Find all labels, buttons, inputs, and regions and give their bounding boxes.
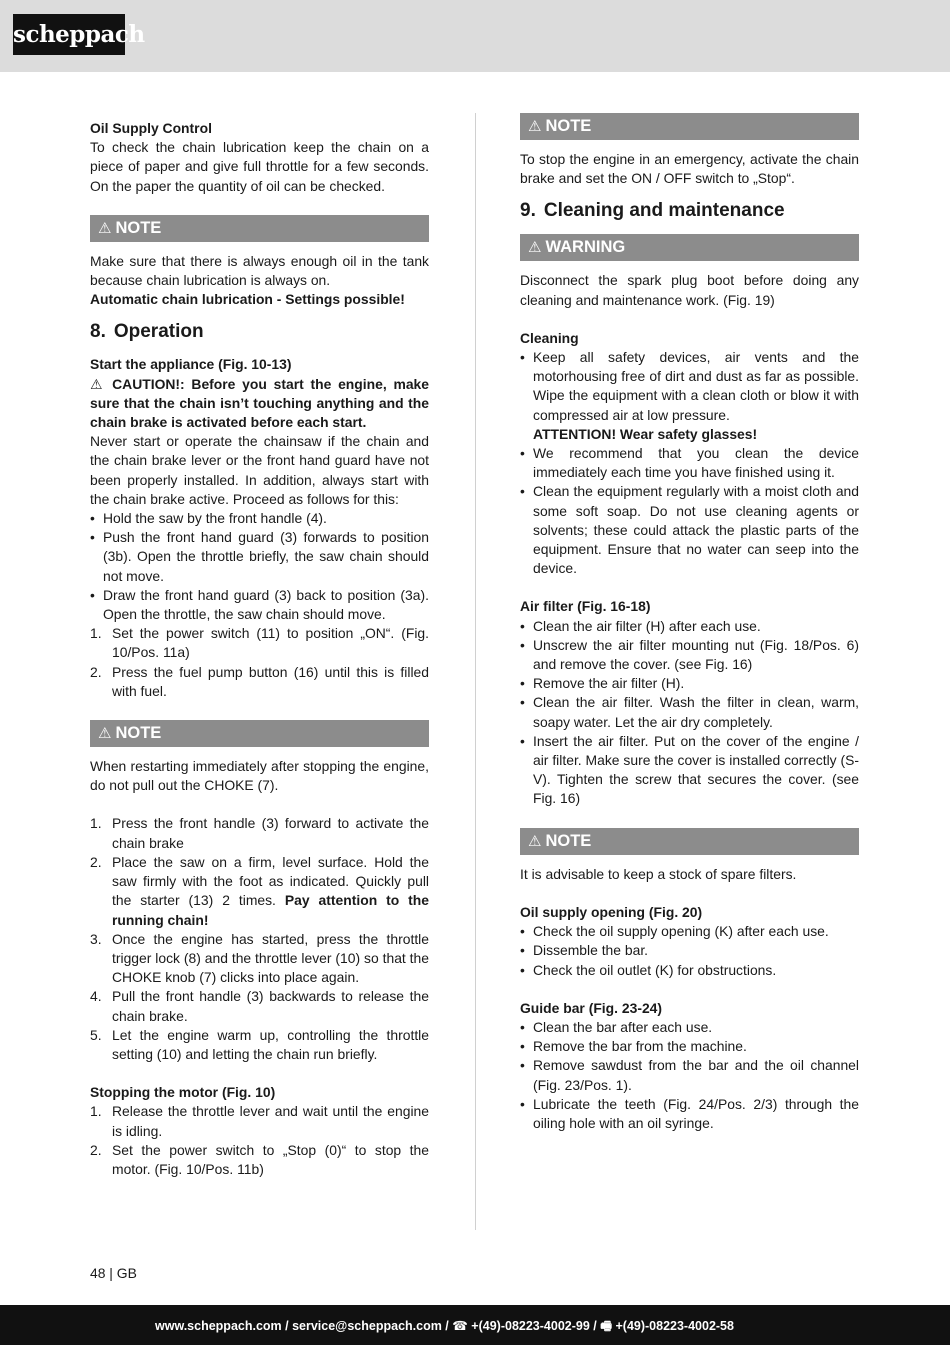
note-text: Make sure that there is always enough oil in the tank because chain lubrication is always on. <box>90 252 429 289</box>
list-item: • Clean the equipment regularly with a moist cloth and some soft soap. Do not use cleaning agents or solvents; these could attack the plastic parts of the equipment. Ensure that no water can seep into the device. <box>520 482 859 578</box>
list-item: • We recommend that you clean the device immediately each time you have finished using it. <box>520 444 859 482</box>
cleaning-title: Cleaning <box>520 329 579 346</box>
header-band <box>0 0 950 72</box>
warning-icon: ⚠ <box>528 239 542 257</box>
list-item: 3. Once the engine has started, press the throttle trigger lock (8) and the throttle lever (10) so that the CHOKE knob (7) clicks into place again. <box>90 930 429 986</box>
left-column <box>90 119 429 1179</box>
list-item: • Dissemble the bar. <box>520 941 859 960</box>
warning-bar <box>520 234 859 261</box>
warning-icon: ⚠ <box>98 725 112 743</box>
warning-icon: ⚠ <box>528 832 542 850</box>
list-item: 2. Press the fuel pump button (16) until this is filled with fuel. <box>90 663 429 699</box>
air-filter-title: Air filter (Fig. 16-18) <box>520 598 651 615</box>
air-filter-bullet-list <box>520 617 859 809</box>
list-item: 1. Press the front handle (3) forward to activate the chain brake <box>90 815 429 851</box>
section-heading-cleaning <box>520 198 859 224</box>
caution-text: ⚠ CAUTION!: Before you start the engine, make sure that the chain isn’t touching anything and the chain brake is activated before each start. <box>90 375 429 431</box>
note-bar <box>90 215 429 242</box>
right-column <box>520 113 859 1133</box>
brand-logo: scheppach <box>13 14 125 55</box>
footer-contact: www.scheppach.com / service@scheppach.com / ☎ +(49)-08223-4002-99 / 🖷 +(49)-08223-4002-58 <box>155 1319 734 1333</box>
note-label: NOTE <box>115 218 162 237</box>
list-item: • Keep all safety devices, air vents and the motorhousing free of dirt and dust as far as possible. Wipe the equipment with a clean cloth or blow it with compressed air at low pressure. ATTENTION! Wear safety glasses! <box>520 348 859 444</box>
column-divider <box>475 113 476 1230</box>
list-item: • Unscrew the air filter mounting nut (Fig. 18/Pos. 6) and remove the cover. (see Fig. 16) <box>520 636 859 674</box>
note-label: NOTE <box>115 724 162 743</box>
list-item: 1. Set the power switch (11) to position „ON“. (Fig. 10/Pos. 11a) <box>90 625 429 661</box>
note-bar <box>520 113 859 140</box>
oil-supply-text: To check the chain lubrication keep the chain on a piece of paper and give full throttle for a few seconds. On the paper the quantity of oil can be checked. <box>90 139 429 194</box>
guide-bar-title: Guide bar (Fig. 23-24) <box>520 999 663 1016</box>
stopping-motor-title: Stopping the motor (Fig. 10) <box>90 1084 276 1101</box>
list-item: • Check the oil supply opening (K) after each use. <box>520 922 859 941</box>
list-item: • Clean the air filter. Wash the filter in clean, warm, soapy water. Let the air dry completely. <box>520 693 859 731</box>
note-bar <box>520 828 859 855</box>
start-step-list <box>90 624 429 701</box>
start-bullet-list <box>90 509 429 624</box>
restart-step-list <box>90 814 429 1064</box>
oil-opening-bullet-list <box>520 922 859 980</box>
list-item: • Clean the air filter (H) after each use. <box>520 617 859 636</box>
list-item: • Insert the air filter. Put on the cover of the engine / air filter. Make sure the cover is installed correctly (S-V). Tighten the screw that secures the cover. (see Fig. 16) <box>520 732 859 809</box>
list-item: • Hold the saw by the front handle (4). <box>90 509 429 528</box>
list-item: • Check the oil outlet (K) for obstructions. <box>520 961 859 980</box>
note-text: To stop the engine in an emergency, activate the chain brake and set the ON / OFF switch to „Stop“. <box>520 151 859 187</box>
list-item: • Lubricate the teeth (Fig. 24/Pos. 2/3) through the oiling hole with an oil syringe. <box>520 1095 859 1133</box>
warning-icon: ⚠ <box>90 375 113 392</box>
list-item: 4. Pull the front handle (3) backwards to release the chain brake. <box>90 988 429 1024</box>
page-number: 48 | GB <box>90 1265 137 1281</box>
warning-label: WARNING <box>545 238 626 257</box>
note-label: NOTE <box>545 117 592 135</box>
list-item: • Remove the bar from the machine. <box>520 1037 859 1056</box>
section-heading-operation <box>90 319 429 345</box>
list-item: • Remove the air filter (H). <box>520 674 859 693</box>
section-title: Operation <box>113 321 204 343</box>
start-appliance-title: Start the appliance (Fig. 10-13) <box>90 356 292 373</box>
note-text: It is advisable to keep a stock of spare filters. <box>520 865 797 882</box>
list-item: 1. Release the throttle lever and wait until the engine is idling. <box>90 1103 429 1139</box>
oil-opening-title: Oil supply opening (Fig. 20) <box>520 903 703 920</box>
start-text: Never start or operate the chainsaw if the chain and the chain brake lever or the front hand guard have not been properly installed. In addition, always start with the chain brake active. Proceed as follows for this: <box>90 433 429 507</box>
note-text: When restarting immediately after stopping the engine, do not pull out the CHOKE (7). <box>90 758 429 794</box>
note-label: NOTE <box>545 831 592 850</box>
warning-text: Disconnect the spark plug boot before doing any cleaning and maintenance work. (Fig. 19) <box>520 272 859 308</box>
stop-step-list <box>90 1102 429 1179</box>
list-item: • Push the front hand guard (3) forwards to position (3b). Open the throttle briefly, the saw chain should not move. <box>90 528 429 586</box>
list-item: • Clean the bar after each use. <box>520 1018 859 1037</box>
section-title: Cleaning and maintenance <box>543 200 785 222</box>
cleaning-bullet-list <box>520 348 859 578</box>
footer-band <box>0 1305 950 1345</box>
list-item: • Draw the front hand guard (3) back to position (3a). Open the throttle, the saw chain should move. <box>90 586 429 624</box>
list-item: 5. Let the engine warm up, controlling the throttle setting (10) and letting the chain run briefly. <box>90 1026 429 1062</box>
list-item: 2. Place the saw on a firm, level surface. Hold the saw firmly with the foot as indicated. Quickly pull the starter (13) 2 times. Pay attention to the running chain! <box>90 853 430 928</box>
oil-supply-title: Oil Supply Control <box>90 120 212 136</box>
list-item: 2. Set the power switch to „Stop (0)“ to stop the motor. (Fig. 10/Pos. 11b) <box>90 1141 429 1177</box>
list-item: • Remove sawdust from the bar and the oil channel (Fig. 23/Pos. 1). <box>520 1056 859 1094</box>
note-bold-text: Automatic chain lubrication - Settings possible! <box>90 291 405 308</box>
warning-icon: ⚠ <box>528 118 542 135</box>
guide-bar-bullet-list <box>520 1018 859 1133</box>
section-number: 9. <box>520 200 536 222</box>
warning-icon: ⚠ <box>98 219 112 237</box>
note-bar <box>90 720 429 747</box>
section-number: 8. <box>90 321 106 343</box>
